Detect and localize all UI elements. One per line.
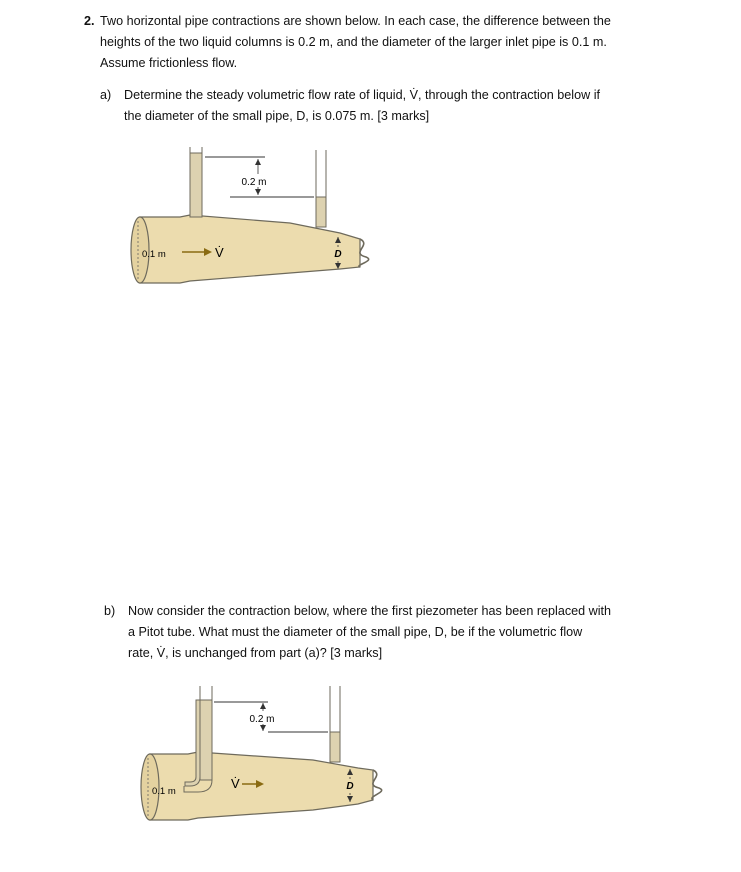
piezometer-a-2 (316, 197, 326, 227)
part-a-line-2: the diameter of the small pipe, D, is 0.075 m. [3 marks] (124, 109, 430, 123)
figure-a (120, 145, 370, 290)
question-2 (84, 11, 674, 74)
height-label-a: 0.2 m (241, 177, 267, 188)
outlet-label-b: D (346, 781, 354, 792)
part-b-line-2: a Pitot tube. What must the diameter of the small pipe, D, be if the volumetric flow (128, 625, 583, 639)
figure-b (128, 682, 388, 827)
question-line-2: heights of the two liquid columns is 0.2 m, and the diameter of the larger inlet pipe is 0.1 m. (100, 35, 607, 49)
part-b-line-1: Now consider the contraction below, where the first piezometer has been replaced with (128, 604, 612, 618)
inlet-label-b: 0.1 m (152, 786, 176, 797)
part-b-text (104, 601, 704, 664)
height-label-b: 0.2 m (249, 714, 275, 725)
piezometer-a-1 (190, 153, 202, 217)
question-line-3: Assume frictionless flow. (100, 56, 238, 70)
flow-label-b: V̇ (231, 776, 240, 791)
part-a-line-1: Determine the steady volumetric flow rate of liquid, V̇, through the contraction below if (124, 88, 601, 102)
inlet-label-a: 0.1 m (142, 249, 166, 260)
flow-label-a: V̇ (215, 245, 224, 260)
question-number: 2. (84, 14, 95, 28)
part-b-line-3: rate, V̇, is unchanged from part (a)? [3 marks] (128, 646, 383, 660)
outlet-label-a: D (334, 249, 342, 260)
part-a-text (100, 85, 700, 127)
question-line-1: 2. Two horizontal pipe contractions are shown below. In each case, the difference between the (84, 11, 674, 32)
part-b-label: b) (104, 604, 116, 618)
pipe-a-body (140, 215, 360, 283)
part-a-label: a) (100, 88, 112, 102)
piezometer-b-2 (330, 732, 340, 762)
